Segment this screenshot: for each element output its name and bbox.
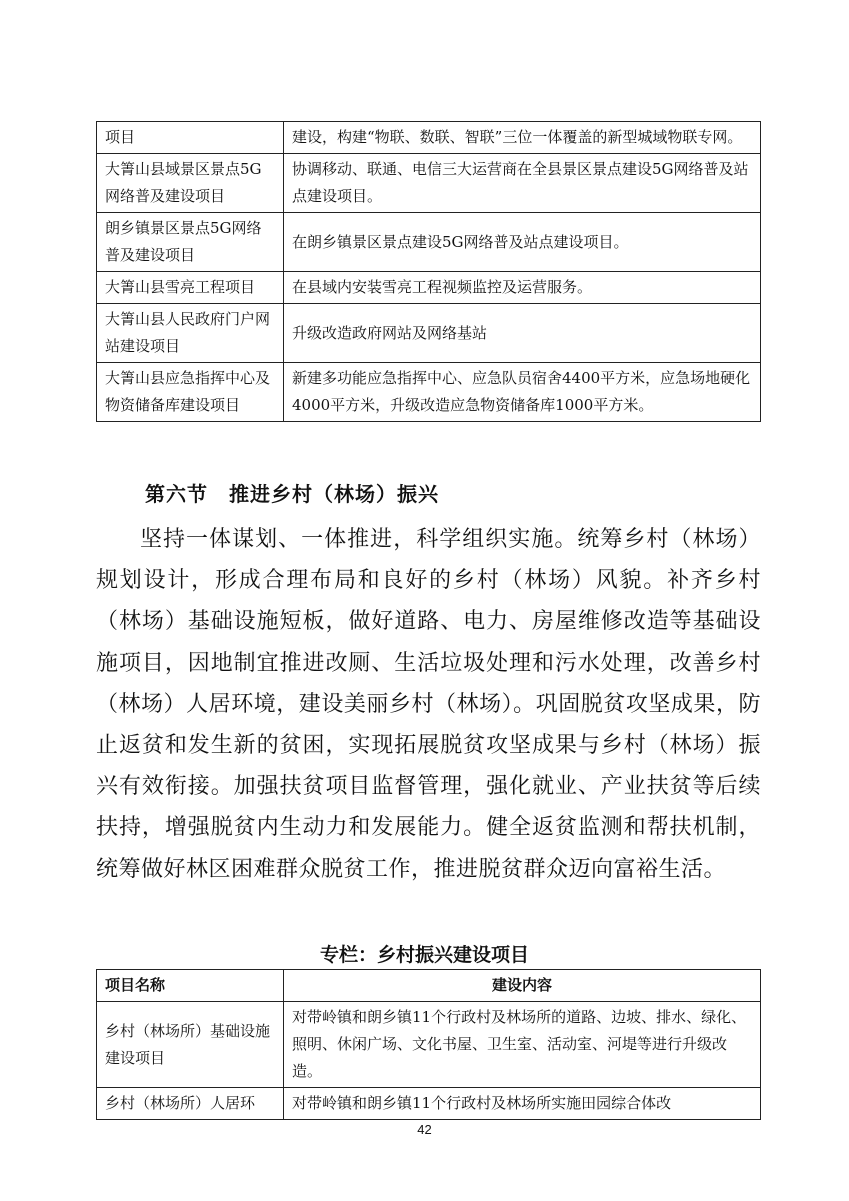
header-project-name: 项目名称	[97, 970, 284, 1002]
table-row	[97, 213, 761, 272]
project-name-cell: 乡村（林场所）人居环	[97, 1088, 284, 1120]
project-table-continued	[96, 121, 761, 422]
table-row	[97, 1002, 761, 1088]
project-content-cell: 在县域内安装雪亮工程视频监控及运营服务。	[284, 272, 761, 304]
project-content-cell: 协调移动、联通、电信三大运营商在全县景区景点建设5G网络普及站点建设项目。	[284, 154, 761, 213]
project-content-cell: 升级改造政府网站及网络基站	[284, 304, 761, 363]
project-content-cell: 对带岭镇和朗乡镇11个行政村及林场所实施田园综合体改	[284, 1088, 761, 1120]
project-name-cell: 朗乡镇景区景点5G网络普及建设项目	[97, 213, 284, 272]
table-header-row	[97, 970, 761, 1002]
project-name-cell: 乡村（林场所）基础设施建设项目	[97, 1002, 284, 1088]
table-row	[97, 1088, 761, 1120]
project-content-cell: 在朗乡镇景区景点建设5G网络普及站点建设项目。	[284, 213, 761, 272]
section-title: 第六节 推进乡村（林场）振兴	[145, 482, 439, 506]
project-content-cell: 新建多功能应急指挥中心、应急队员宿舍4400平方米，应急场地硬化4000平方米，升级改造应急物资储备库1000平方米。	[284, 363, 761, 422]
header-content: 建设内容	[284, 970, 761, 1002]
project-content-cell: 对带岭镇和朗乡镇11个行政村及林场所的道路、边坡、排水、绿化、照明、休闲广场、文化书屋、卫生室、活动室、河堤等进行升级改造。	[284, 1002, 761, 1088]
page-number: 42	[417, 1122, 432, 1137]
project-name-cell: 大箐山县雪亮工程项目	[97, 272, 284, 304]
table-row	[97, 304, 761, 363]
project-name-cell: 项目	[97, 122, 284, 154]
rural-revitalization-table	[96, 969, 761, 1120]
project-name-cell: 大箐山县域景区景点5G网络普及建设项目	[97, 154, 284, 213]
table-row	[97, 363, 761, 422]
column-title: 专栏：乡村振兴建设项目	[319, 944, 529, 966]
section-paragraph: 坚持一体谋划、一体推进，科学组织实施。统筹乡村（林场）规划设计，形成合理布局和良好的乡村（林场）风貌。补齐乡村（林场）基础设施短板，做好道路、电力、房屋维修改造等基础设施项目，因地制宜推进改厕、生活垃圾处理和污水处理，改善乡村（林场）人居环境，建设美丽乡村（林场）。巩固脱贫攻坚成果，防止返贫和发生新的贫困，实现拓展脱贫攻坚成果与乡村（林场）振兴有效衔接。加强扶贫项目监督管理，强化就业、产业扶贫等后续扶持，增强脱贫内生动力和发展能力。健全返贫监测和帮扶机制，统筹做好林区困难群众脱贫工作，推进脱贫群众迈向富裕生活。	[96, 527, 761, 882]
project-content-cell: 建设，构建“物联、数联、智联”三位一体覆盖的新型城域物联专网。	[284, 122, 761, 154]
table-row	[97, 272, 761, 304]
project-name-cell: 大箐山县人民政府门户网站建设项目	[97, 304, 284, 363]
table-row	[97, 154, 761, 213]
table-row	[97, 122, 761, 154]
project-name-cell: 大箐山县应急指挥中心及物资储备库建设项目	[97, 363, 284, 422]
